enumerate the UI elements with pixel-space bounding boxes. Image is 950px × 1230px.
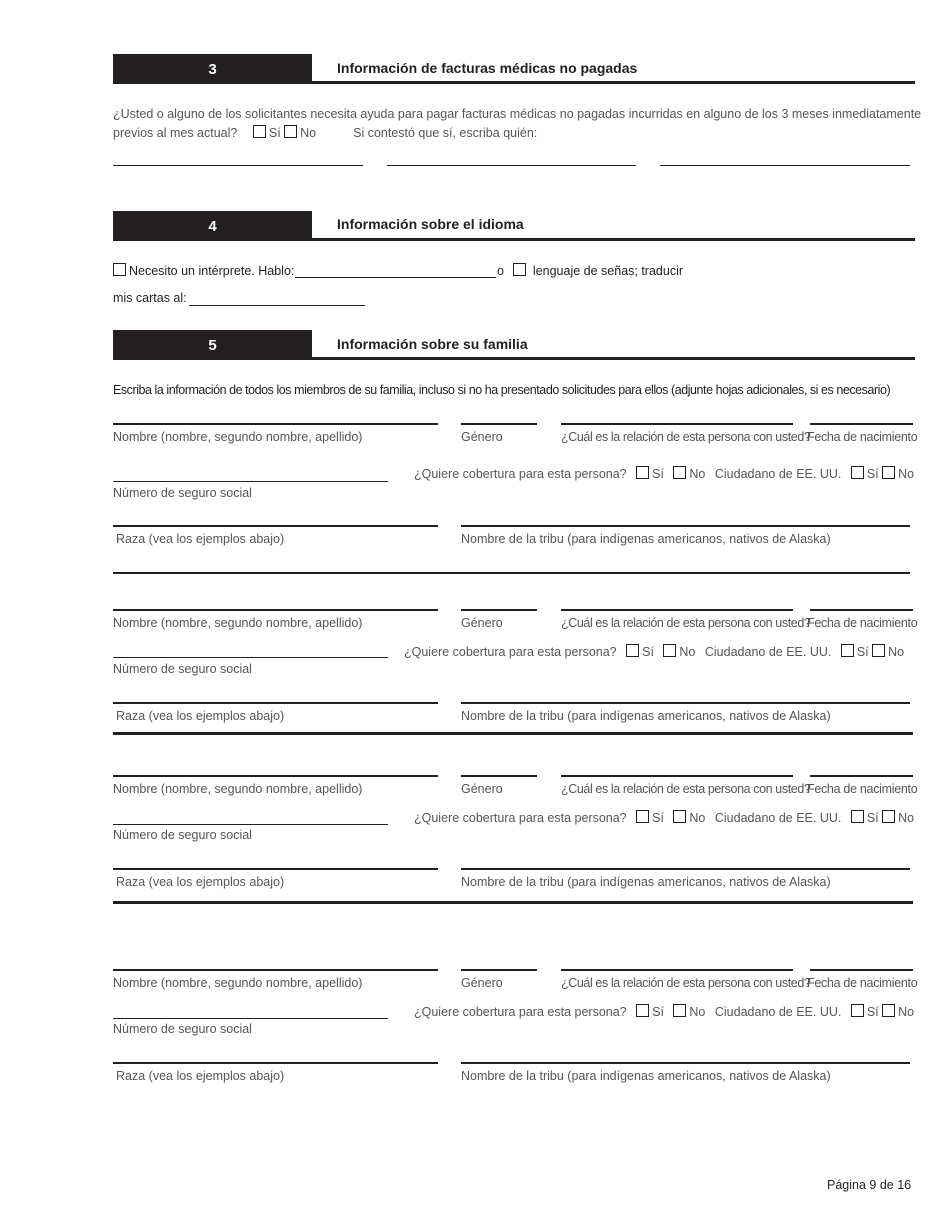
name-label: Nombre (nombre, segundo nombre, apellido) <box>113 782 363 796</box>
coverage-no-checkbox[interactable] <box>673 810 686 823</box>
dob-label: Fecha de nacimiento <box>807 976 918 990</box>
interpreter-checkbox[interactable] <box>113 263 126 276</box>
coverage-no-checkbox[interactable] <box>673 466 686 479</box>
tribe-field[interactable] <box>461 1062 910 1064</box>
dob-label: Fecha de nacimiento <box>807 782 918 796</box>
tribe-label: Nombre de la tribu (para indígenas americanos, nativos de Alaska) <box>461 875 831 889</box>
member-divider <box>113 732 913 735</box>
section-4-title: Información sobre el idioma <box>337 216 524 232</box>
sign-language-checkbox[interactable] <box>513 263 526 276</box>
tribe-label: Nombre de la tribu (para indígenas americanos, nativos de Alaska) <box>461 1069 831 1083</box>
sign-language-row: o lenguaje de señas; traducir <box>497 264 684 278</box>
unpaid-bills-question-cont: previos al mes actual? Sí No Si contestó que sí, escriba quién: <box>113 126 538 140</box>
citizen-yes-checkbox[interactable] <box>851 466 864 479</box>
name-field[interactable] <box>113 423 438 425</box>
ssn-label: Número de seguro social <box>113 662 252 676</box>
race-field[interactable] <box>113 868 438 870</box>
section-5-rule <box>312 357 915 360</box>
race-label: Raza (vea los ejemplos abajo) <box>116 1069 285 1083</box>
ssn-field[interactable] <box>113 1018 388 1019</box>
relationship-field[interactable] <box>561 775 793 777</box>
page-number: Página 9 de 16 <box>827 1178 912 1192</box>
race-field[interactable] <box>113 525 438 527</box>
tribe-field[interactable] <box>461 702 910 704</box>
gender-field[interactable] <box>461 609 537 611</box>
dob-label: Fecha de nacimiento <box>807 616 918 630</box>
coverage-yes-checkbox[interactable] <box>636 810 649 823</box>
race-field[interactable] <box>113 1062 438 1064</box>
name-label: Nombre (nombre, segundo nombre, apellido) <box>113 976 363 990</box>
section-5-title: Información sobre su familia <box>337 336 528 352</box>
ssn-label: Número de seguro social <box>113 828 252 842</box>
who-field-1[interactable] <box>113 165 363 166</box>
relationship-field[interactable] <box>561 609 793 611</box>
who-field-3[interactable] <box>660 165 910 166</box>
gender-field[interactable] <box>461 423 537 425</box>
citizen-yes-checkbox[interactable] <box>841 644 854 657</box>
tribe-label: Nombre de la tribu (para indígenas americanos, nativos de Alaska) <box>461 532 831 546</box>
coverage-no-checkbox[interactable] <box>663 644 676 657</box>
coverage-no-checkbox[interactable] <box>673 1004 686 1017</box>
letters-label: mis cartas al: <box>113 291 187 305</box>
section-4-number: 4 <box>113 211 312 241</box>
coverage-row: ¿Quiere cobertura para esta persona? Sí No Ciudadano de EE. UU. Sí No <box>414 1005 915 1019</box>
citizen-no-checkbox[interactable] <box>882 1004 895 1017</box>
gender-label: Género <box>461 782 503 796</box>
unpaid-bills-question: ¿Usted o alguno de los solicitantes necesita ayuda para pagar facturas médicas no pagadas incurridas en alguno de los 3 meses inmediatamente <box>113 107 922 121</box>
citizen-no-checkbox[interactable] <box>882 810 895 823</box>
member-divider <box>113 572 910 574</box>
ssn-field[interactable] <box>113 824 388 825</box>
relationship-label: ¿Cuál es la relación de esta persona con usted? <box>561 616 811 630</box>
section-4-rule <box>312 238 915 241</box>
name-label: Nombre (nombre, segundo nombre, apellido) <box>113 616 363 630</box>
race-label: Raza (vea los ejemplos abajo) <box>116 875 285 889</box>
citizen-no-checkbox[interactable] <box>882 466 895 479</box>
relationship-field[interactable] <box>561 969 793 971</box>
dob-field[interactable] <box>810 775 913 777</box>
citizen-no-checkbox[interactable] <box>872 644 885 657</box>
coverage-yes-checkbox[interactable] <box>636 1004 649 1017</box>
ssn-field[interactable] <box>113 657 388 658</box>
coverage-yes-checkbox[interactable] <box>626 644 639 657</box>
gender-label: Género <box>461 430 503 444</box>
coverage-yes-checkbox[interactable] <box>636 466 649 479</box>
coverage-row: ¿Quiere cobertura para esta persona? Sí No Ciudadano de EE. UU. Sí No <box>414 811 915 825</box>
section-3-title: Información de facturas médicas no pagadas <box>337 60 638 76</box>
section-3-rule <box>312 81 915 84</box>
tribe-label: Nombre de la tribu (para indígenas americanos, nativos de Alaska) <box>461 709 831 723</box>
letters-language-field[interactable] <box>189 305 365 306</box>
name-field[interactable] <box>113 609 438 611</box>
dob-field[interactable] <box>810 969 913 971</box>
citizen-yes-checkbox[interactable] <box>851 810 864 823</box>
family-instructions: Escriba la información de todos los miembros de su familia, incluso si no ha presentado solicitudes para ellos (adjunte hojas adicionales, si es necesario) <box>113 383 891 397</box>
interpreter-row: Necesito un intérprete. Hablo: <box>113 263 294 278</box>
unpaid-yes-checkbox[interactable] <box>253 125 266 138</box>
member-divider <box>113 901 913 904</box>
tribe-field[interactable] <box>461 868 910 870</box>
language-field[interactable] <box>295 277 496 278</box>
ssn-label: Número de seguro social <box>113 486 252 500</box>
tribe-field[interactable] <box>461 525 910 527</box>
relationship-field[interactable] <box>561 423 793 425</box>
race-label: Raza (vea los ejemplos abajo) <box>116 532 285 546</box>
gender-label: Género <box>461 616 503 630</box>
section-3-number: 3 <box>113 54 312 84</box>
coverage-row: ¿Quiere cobertura para esta persona? Sí No Ciudadano de EE. UU. Sí No <box>404 645 905 659</box>
coverage-row: ¿Quiere cobertura para esta persona? Sí No Ciudadano de EE. UU. Sí No <box>414 467 915 481</box>
dob-field[interactable] <box>810 609 913 611</box>
race-label: Raza (vea los ejemplos abajo) <box>116 709 285 723</box>
gender-field[interactable] <box>461 775 537 777</box>
unpaid-no-checkbox[interactable] <box>284 125 297 138</box>
relationship-label: ¿Cuál es la relación de esta persona con usted? <box>561 430 811 444</box>
relationship-label: ¿Cuál es la relación de esta persona con usted? <box>561 976 811 990</box>
ssn-label: Número de seguro social <box>113 1022 252 1036</box>
gender-label: Género <box>461 976 503 990</box>
gender-field[interactable] <box>461 969 537 971</box>
name-label: Nombre (nombre, segundo nombre, apellido) <box>113 430 363 444</box>
dob-label: Fecha de nacimiento <box>807 430 918 444</box>
name-field[interactable] <box>113 969 438 971</box>
race-field[interactable] <box>113 702 438 704</box>
dob-field[interactable] <box>810 423 913 425</box>
citizen-yes-checkbox[interactable] <box>851 1004 864 1017</box>
name-field[interactable] <box>113 775 438 777</box>
ssn-field[interactable] <box>113 481 388 482</box>
who-label: Si contestó que sí, escriba quién: <box>353 126 538 140</box>
section-5-number: 5 <box>113 330 312 360</box>
relationship-label: ¿Cuál es la relación de esta persona con usted? <box>561 782 811 796</box>
who-field-2[interactable] <box>387 165 636 166</box>
